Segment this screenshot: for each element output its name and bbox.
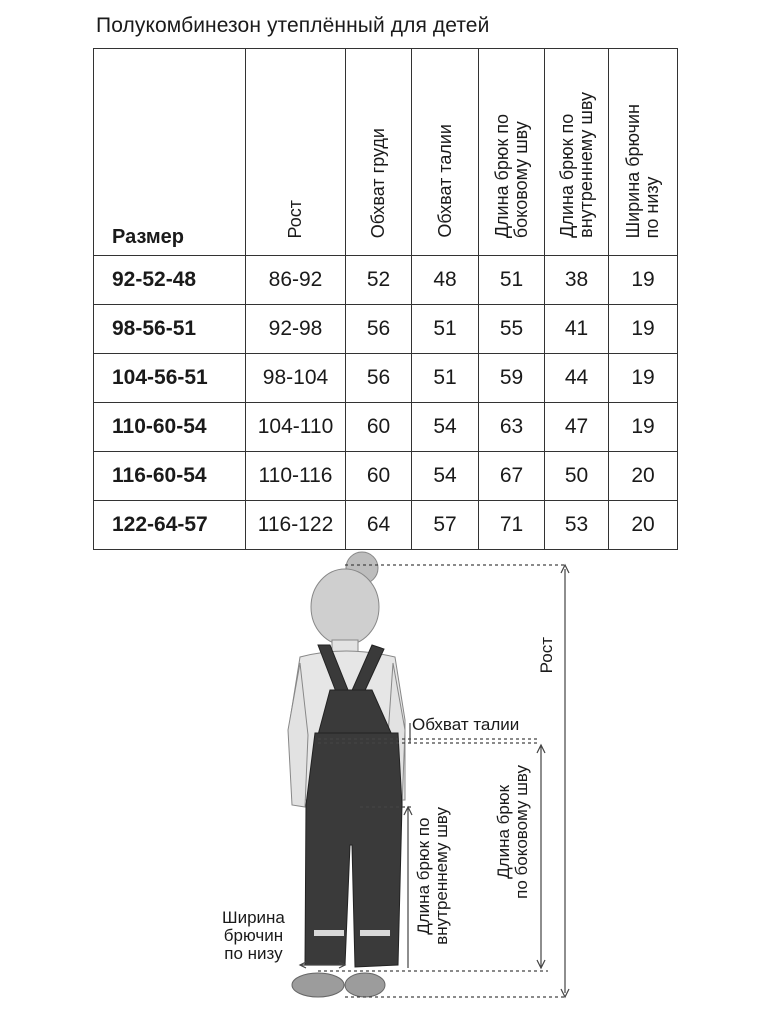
- size-cell: 122-64-57: [94, 501, 246, 550]
- value-cell: 71: [479, 501, 545, 550]
- leg-width-label: Ширина брючин по низу: [222, 908, 285, 963]
- value-cell: 110-116: [246, 452, 346, 501]
- inner-seam-label: Длина брюк по внутреннему шву: [414, 807, 451, 945]
- value-cell: 19: [609, 354, 678, 403]
- side-seam-column-header: Длина брюк по боковому шву: [479, 49, 545, 256]
- value-cell: 19: [609, 403, 678, 452]
- table-row: [94, 403, 678, 452]
- value-cell: 59: [479, 354, 545, 403]
- value-cell: 47: [545, 403, 609, 452]
- value-cell: 53: [545, 501, 609, 550]
- value-cell: 86-92: [246, 256, 346, 305]
- value-cell: 56: [346, 354, 412, 403]
- value-cell: 19: [609, 305, 678, 354]
- table-row: [94, 354, 678, 403]
- child-overalls-illustration: [0, 545, 768, 1024]
- value-cell: 92-98: [246, 305, 346, 354]
- height-label: Рост: [537, 637, 556, 674]
- table-row: [94, 256, 678, 305]
- value-cell: 20: [609, 452, 678, 501]
- size-cell: 98-56-51: [94, 305, 246, 354]
- chest-column-header: Обхват груди: [346, 49, 412, 256]
- page-title: Полукомбинезон утеплённый для детей: [96, 14, 490, 37]
- value-cell: 104-110: [246, 403, 346, 452]
- value-cell: 51: [412, 354, 479, 403]
- value-cell: 55: [479, 305, 545, 354]
- leg-width-column-header: Ширина брючин по низу: [609, 49, 678, 256]
- value-cell: 60: [346, 452, 412, 501]
- value-cell: 51: [479, 256, 545, 305]
- value-cell: 48: [412, 256, 479, 305]
- value-cell: 51: [412, 305, 479, 354]
- height-column-header: Рост: [246, 49, 346, 256]
- value-cell: 41: [545, 305, 609, 354]
- value-cell: 116-122: [246, 501, 346, 550]
- shoes: [292, 973, 385, 997]
- value-cell: 52: [346, 256, 412, 305]
- table-row: [94, 452, 678, 501]
- value-cell: 19: [609, 256, 678, 305]
- value-cell: 60: [346, 403, 412, 452]
- value-cell: 67: [479, 452, 545, 501]
- table-header-row: [94, 49, 678, 256]
- value-cell: 54: [412, 403, 479, 452]
- table-row: [94, 501, 678, 550]
- size-cell: 110-60-54: [94, 403, 246, 452]
- size-chart-table: [93, 48, 678, 550]
- value-cell: 20: [609, 501, 678, 550]
- side-seam-measure: [537, 745, 545, 968]
- waist-label: Обхват талии: [412, 715, 520, 734]
- size-cell: 104-56-51: [94, 354, 246, 403]
- value-cell: 64: [346, 501, 412, 550]
- measurement-figure: [0, 545, 768, 1024]
- value-cell: 44: [545, 354, 609, 403]
- value-cell: 38: [545, 256, 609, 305]
- size-cell: 92-52-48: [94, 256, 246, 305]
- value-cell: 56: [346, 305, 412, 354]
- value-cell: 57: [412, 501, 479, 550]
- side-seam-label: Длина брюк по боковому шву: [494, 765, 531, 899]
- waist-column-header: Обхват талии: [412, 49, 479, 256]
- value-cell: 54: [412, 452, 479, 501]
- table-row: [94, 305, 678, 354]
- size-column-header: Размер: [94, 49, 246, 256]
- inner-seam-column-header: Длина брюк по внутреннему шву: [545, 49, 609, 256]
- value-cell: 63: [479, 403, 545, 452]
- size-cell: 116-60-54: [94, 452, 246, 501]
- value-cell: 98-104: [246, 354, 346, 403]
- value-cell: 50: [545, 452, 609, 501]
